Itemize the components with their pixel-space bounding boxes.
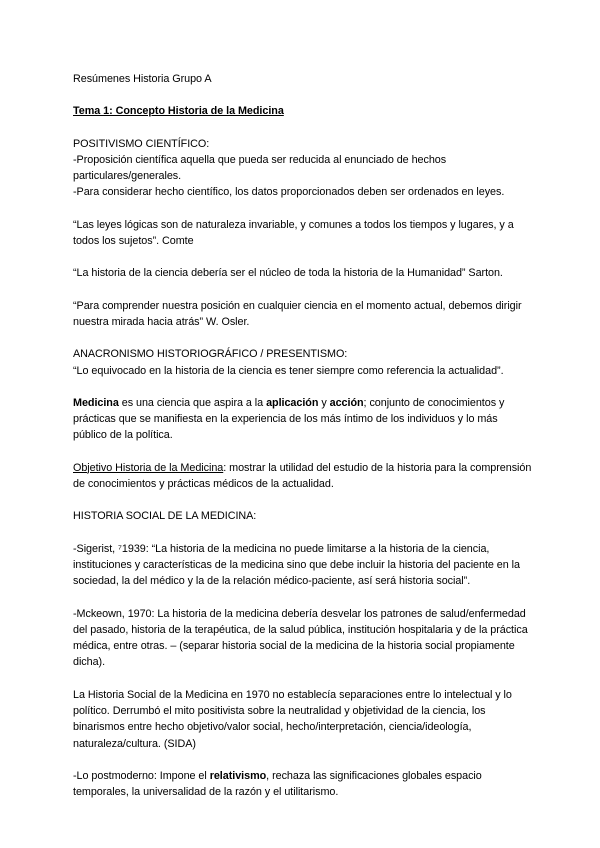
quote-sarton: “La historia de la ciencia debería ser el núcleo de toda la historia de la Humanidad” Sarton. bbox=[73, 267, 503, 280]
sigerist-paragraph: -Sigerist, ⁷1939: “La historia de la medicina no puede limitarse a la historia de la ciencia, instituciones y características de la medicina sino que debe incluir la historia del paciente en la sociedad, la del médico y la de la relación médico-paciente, así será historia social”. bbox=[73, 542, 520, 588]
medicina-definition bbox=[73, 395, 533, 444]
positivismo-line-1: -Proposición científica aquella que pueda ser reducida al enunciado de hechos particulares/generales. bbox=[73, 153, 447, 183]
relativismo-term: relativismo bbox=[209, 769, 267, 782]
medicina-term: Medicina bbox=[73, 396, 119, 409]
document-title: Resúmenes Historia Grupo A bbox=[73, 73, 212, 85]
objetivo-label: Objetivo Historia de la Medicina bbox=[73, 461, 224, 474]
positivismo-line-2: -Para considerar hecho científico, los datos proporcionados deben ser ordenados en leyes. bbox=[73, 186, 505, 199]
quote-osler: “Para comprender nuestra posición en cualquier ciencia en el momento actual, debemos dirigir nuestra mirada hacia atrás” W. Osler. bbox=[73, 299, 522, 328]
historia-social-heading: HISTORIA SOCIAL DE LA MEDICINA: bbox=[73, 510, 257, 523]
quote-comte: “Las leyes lógicas son de naturaleza invariable, y comunes a todos los tiempos y lugares, y a todos los sujetos”. Comte bbox=[73, 218, 514, 248]
medicina-text-3: ; conjunto de conocimientos y prácticas que se manifiesta en la experiencia de los más íntimo de los individuos y lo más público de la política. bbox=[73, 396, 505, 442]
aplicacion-term: aplicación bbox=[266, 396, 319, 409]
historia-social-1970-paragraph: La Historia Social de la Medicina en 1970 no establecía separaciones entre lo intelectual y lo político. Derrumbó el mito positivista sobre la neutralidad y objetividad de la ciencia, los binarismos entre hecho objetivo/valor social, hecho/interpretación, ciencia/ideología, naturaleza/cultura. (SIDA) bbox=[73, 688, 512, 750]
postmoderno-text-1: -Lo postmoderno: Impone el bbox=[73, 769, 210, 782]
objetivo-paragraph bbox=[73, 460, 533, 493]
document-page bbox=[73, 71, 533, 801]
medicina-text-1: es una ciencia que aspira a la bbox=[118, 396, 267, 409]
mckeown-paragraph: -Mckeown, 1970: La historia de la medicina debería desvelar los patrones de salud/enfermedad del pasado, historia de la terapéutica, de la salud pública, institución hospitalaria y de la práctica médica, entre otras. – (separar historia social de la medicina de la historia social propiamente dicha). bbox=[73, 607, 528, 669]
positivismo-heading: POSITIVISMO CIENTÍFICO: bbox=[73, 137, 210, 150]
medicina-text-2: y bbox=[318, 396, 330, 409]
postmoderno-paragraph bbox=[73, 768, 533, 801]
anacronismo-heading: ANACRONISMO HISTORIOGRÁFICO / PRESENTISMO: bbox=[73, 348, 348, 361]
postmoderno-text-2: , rechaza las significaciones globales espacio temporales, la universalidad de la razón y el utilitarismo. bbox=[73, 769, 482, 799]
anacronismo-quote: “Lo equivocado en la historia de la ciencia es tener siempre como referencia la actualidad”. bbox=[73, 364, 504, 377]
objetivo-text: : mostrar la utilidad del estudio de la historia para la comprensión de conocimientos y prácticas médicos de la actualidad. bbox=[73, 461, 532, 491]
accion-term: acción bbox=[329, 396, 364, 409]
topic-title: Tema 1: Concepto Historia de la Medicina bbox=[73, 105, 284, 118]
